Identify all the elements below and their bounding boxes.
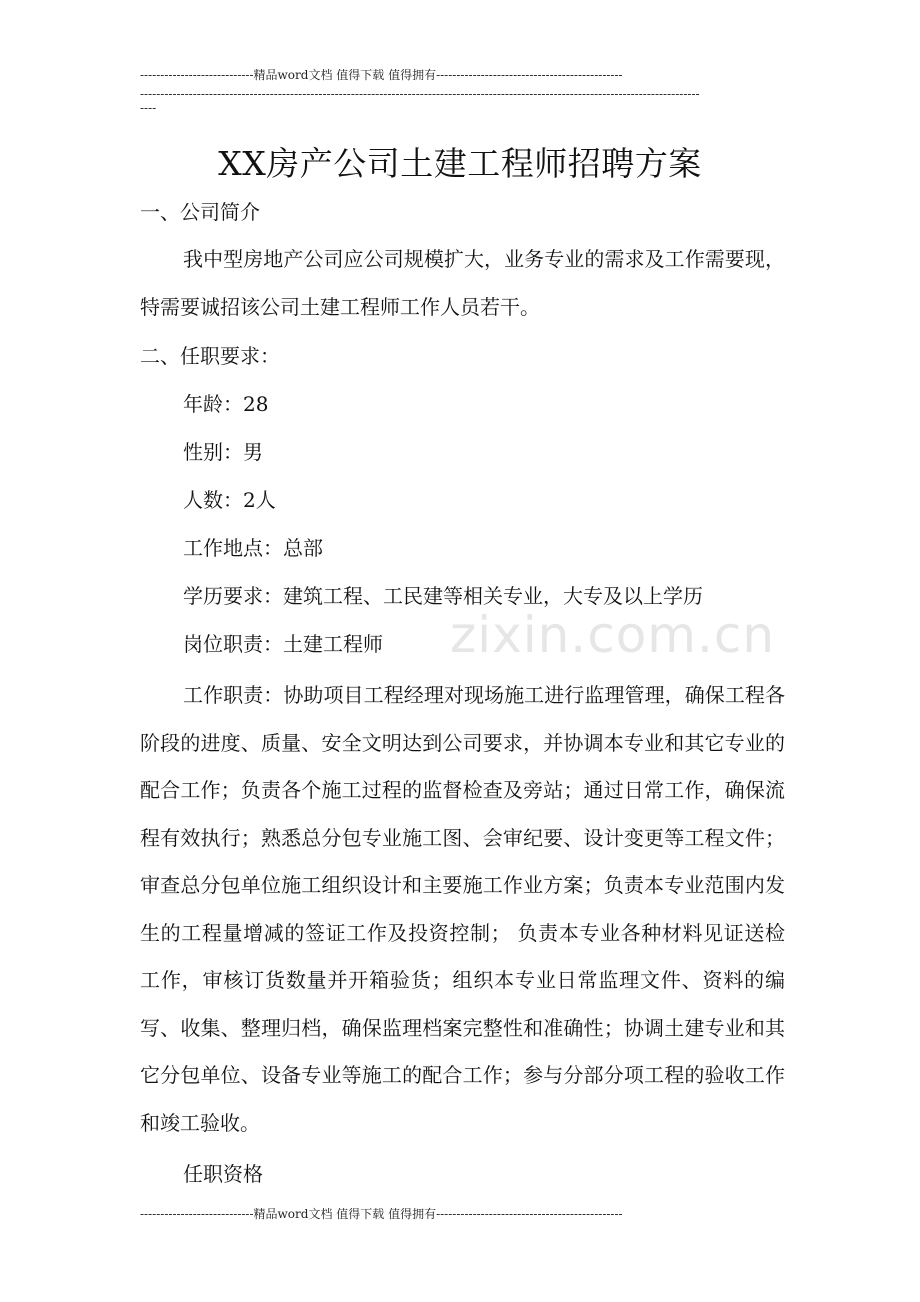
requirement-gender: 性别：男 — [183, 440, 263, 464]
requirement-position: 岗位职责：土建工程师 — [183, 632, 383, 656]
requirement-age: 年龄：28 — [183, 392, 269, 416]
header-banner: ----------------------------精品word文档 值得下载 值得拥有---------------------------------------------- — [140, 68, 623, 82]
job-duties-paragraph: 工作职责：协助项目工程经理对现场施工进行监理管理，确保工程各阶段的进度、质量、安全文明达到公司要求，并协调本专业和其它专业的配合工作；负责各个施工过程的监督检查及旁站；通过日常工作，确保流程有效执行；熟悉总分包专业施工图、会审纪要、设计变更等工程文件；审查总分包单位施工组织设计和主要施工作业方案；负责本专业范围内发生的工程量增减的签证工作及投资控制； 负责本专业各种材料见证送检工作，审核订货数量并开箱验货；组织本专业日常监理文件、资料的编写、收集、整理归档，确保监理档案完整性和准确性；协调土建专业和其它分包单位、设备专业等施工的配合工作；参与分部分项工程的验收工作和竣工验收。 — [140, 683, 785, 1135]
section-heading-company: 一、公司简介 — [140, 200, 260, 224]
header-divider: ------------------------------------------------------------------------------------------------------------------------------------------ — [140, 87, 700, 101]
qualification-heading: 任职资格 — [183, 1162, 263, 1186]
requirement-location: 工作地点：总部 — [183, 536, 323, 560]
footer-banner: ----------------------------精品word文档 值得下载 值得拥有---------------------------------------------- — [140, 1207, 623, 1221]
section-heading-requirements: 二、任职要求： — [140, 344, 280, 368]
document-title: XX房产公司土建工程师招聘方案 — [218, 144, 702, 183]
watermark-logo: zixin.com.cn — [450, 606, 776, 664]
header-divider-tail: ---- — [140, 101, 157, 115]
requirement-education: 学历要求：建筑工程、工民建等相关专业，大专及以上学历 — [183, 584, 703, 608]
company-intro-paragraph: 我中型房地产公司应公司规模扩大，业务专业的需求及工作需要现，特需要诚招该公司土建工程师工作人员若干。 — [140, 247, 785, 319]
requirement-count: 人数：2人 — [183, 488, 276, 512]
